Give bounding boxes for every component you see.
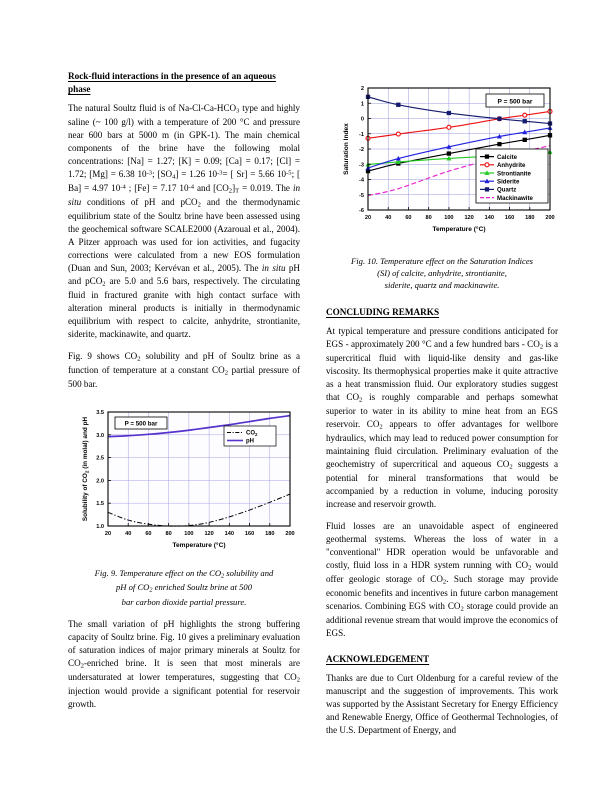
superscript: -3 [217, 169, 223, 177]
data-point-quartz [523, 119, 527, 123]
text-run: appears to offer advantages for wellbore hydraulics, which may lead to reduced power consumption for maintaining fluid circulation. Preliminary evaluation of the geochemistry of supercritical and aqueous CO [326, 418, 558, 469]
subscript: 2 [359, 396, 363, 404]
paragraph-fluid-losses [326, 520, 558, 640]
y-tick-label: 2.5 [96, 455, 104, 462]
figure-9-caption [68, 567, 300, 608]
text-run: and the thermodynamic equilibrium state of the Soultz brine have been assessed using the geochemical software SCALE2000 (Azaroual et al., 2004). A Pitzer approach was used for ion activities, and fugacity corrections were calculated from a new EOS formulation (Duan and Sun, 2003; Kervévan et al., 2005). The [68, 197, 300, 274]
x-tick-label: 120 [204, 531, 214, 538]
data-point-quartz [396, 103, 400, 107]
y-tick-label: 3.5 [96, 410, 104, 417]
text-run: = 0.019. The [239, 183, 293, 194]
text-run: ] = 1.26 10 [175, 169, 218, 180]
x-tick-label: 120 [464, 215, 474, 221]
x-tick-label: 160 [244, 531, 255, 538]
y-tick-label: -6 [359, 208, 364, 214]
text-run: partial pressure of 500 bar. [68, 365, 300, 390]
text-run: suggests a potential for mineral transformations that would be accompanied by a reduction in volume, inducing porosity increase and reservoir growth. [326, 458, 559, 509]
section-heading-rock-fluid: Rock-fluid interactions in the presence of an aqueous phase [68, 71, 276, 95]
text-run: storage could provide an additional revenue stream that would improve the economics of EGS. [326, 600, 558, 638]
y-tick-label: 1.5 [96, 501, 104, 508]
paragraph-acknowledgement: Thanks are due to Curt Oldenburg for a careful review of the manuscript and the suggestion of improvements. This work was supported by the Assistant Secretary for Energy Efficiency and Renewable Energy, Office of Geothermal Technologies, of the U.S. Department of Energy, and [326, 672, 558, 735]
figure-10-caption [326, 255, 558, 292]
legend-label-mackinawite: Mackinawite [497, 194, 533, 202]
y-tick-label: 1 [360, 101, 364, 108]
text-run: Temperature effect on the Saturation Indices [378, 256, 533, 266]
x-tick-label: 100 [184, 531, 194, 538]
x-tick-label: 140 [484, 215, 495, 221]
legend-label-anhydrite: Anhydrite [497, 162, 526, 170]
text-run: The small variation of pH highlights the strong buffering capacity of Soultz brine. Fig. 10 gives a preliminary evaluation of saturation indices of major primary minerals at Soultz for CO [68, 618, 300, 668]
y-tick-label: 3.0 [96, 432, 104, 439]
legend-label-siderite: Siderite [497, 178, 520, 186]
y-axis-label: Saturation Index [343, 123, 350, 175]
text-run: ] [232, 183, 236, 194]
data-point-quartz [447, 111, 451, 115]
caption-label: Fig. 9. [94, 568, 118, 579]
x-tick-label: 140 [224, 531, 235, 538]
text-run: siderite, quartz and mackinawite. [384, 280, 500, 291]
legend-label-subscript: 2 [255, 432, 258, 438]
paragraph-ph-buffering [68, 618, 300, 711]
text-run: pH and pCO [68, 263, 300, 287]
figure-9-plot [68, 400, 300, 560]
annotation-label: P = 500 bar [497, 98, 533, 106]
x-axis-label: Temperature (°C) [432, 226, 486, 233]
text-run: conditions of pH and pCO [81, 197, 198, 208]
paragraph-soultz-fluid [68, 102, 300, 341]
text-run: = [ Sr] = 5.66 10 [222, 169, 287, 180]
text-run: The natural Soultz fluid is of Na-Cl-Ca-HCO [68, 103, 237, 114]
fig9-chart-svg [68, 400, 300, 560]
y-tick-label: -1 [359, 131, 364, 138]
x-tick-label: 200 [285, 531, 295, 538]
x-tick-label: 200 [545, 215, 555, 221]
data-point-anhydrite [396, 132, 400, 136]
text-run: bar carbon dioxide partial pressure. [121, 596, 247, 607]
text-run: would offer geologic storage of CO [326, 559, 558, 584]
y-tick-label: 2.0 [96, 478, 104, 485]
x-axis-label: Temperature (°C) [172, 542, 226, 550]
text-run: Fig. 9 shows CO [68, 351, 138, 362]
subscript: 2 [379, 423, 383, 431]
subscript: 2 [80, 662, 84, 670]
legend-label-co2 [246, 431, 258, 438]
y-axis-label-part: Solubility of CO [82, 473, 89, 522]
subscript: 2 [509, 463, 513, 471]
legend-marker-quartz [485, 188, 489, 192]
subscript: 2 [460, 605, 464, 613]
y-tick-label: 2 [360, 86, 364, 92]
x-tick-label: 180 [525, 215, 535, 221]
y-axis-label-group [82, 417, 90, 522]
x-tick-label: 100 [444, 215, 454, 221]
italic-in-situ: in situ [68, 183, 301, 208]
superscript: -4 [120, 183, 126, 191]
text-run: Fluid losses are an unavoidable aspect of engineered geothermal systems. Whereas the loss of water in a "conventional" HDR operation would be unfavorable and costly, fluid loss in a HDR system running with CO [326, 520, 558, 570]
right-column [326, 70, 558, 737]
paragraph-egs-conditions [326, 325, 558, 511]
y-axis-label-part: (in molal) and pH [82, 416, 89, 471]
superscript: -3 [146, 169, 153, 177]
legend-label-ph: pH [246, 438, 254, 445]
caption-label: Fig. 10. [351, 256, 378, 266]
text-run: are 5.0 and 5.6 bars, respectively. The circulating fluid in fractured granite with high contact surface with alteration mineral products is initially in thermodynamic equilibrium with respect to calcite, anhydrite, strontianite, siderite, mackinawite, and quartz. [68, 276, 300, 340]
annotation-label: P = 500 bar [124, 420, 158, 428]
legend-marker-calcite [485, 155, 489, 159]
legend-label-part: CO [246, 430, 255, 437]
legend-label-quartz: Quartz [497, 186, 517, 194]
legend-label-strontianite: Strontianite [497, 170, 531, 178]
section-heading-concluding-remarks: CONCLUDING REMARKS [326, 306, 440, 317]
y-tick-label: -5 [359, 192, 364, 199]
y-tick-label: 0 [360, 116, 364, 123]
text-run: is roughly comparable and perhaps somewhat superior to water in its ability to mine heat from an EGS reservoir. CO [326, 391, 558, 429]
y-axis-label-subscript: 2 [84, 470, 90, 474]
subscript: 2 [221, 572, 225, 580]
text-run: solubility and [224, 568, 274, 579]
subscript: 2 [137, 355, 141, 363]
text-run: ; [ Ba] = 4.97 10 [68, 169, 300, 194]
text-run: and [CO [194, 183, 229, 194]
data-point-calcite [523, 138, 527, 142]
subscript: 4 [172, 173, 176, 181]
text-run: ; [SO [152, 169, 173, 180]
x-tick-label: 60 [145, 531, 152, 538]
x-tick-label: 20 [104, 531, 112, 538]
text-run: -enriched brine. It is seen that most minerals are undersaturated at lower temperatures, suggesting that CO [68, 657, 300, 682]
x-tick-label: 80 [165, 531, 172, 538]
y-tick-label: 1.0 [96, 524, 104, 531]
subscript: 2 [539, 343, 544, 351]
x-tick-label: 20 [364, 215, 372, 221]
subscript: 2 [442, 578, 447, 586]
subscript: 2 [149, 586, 153, 594]
y-axis-label [82, 417, 90, 522]
text-run: type and highly saline (~ 100 g/l) with a temperature of 200 °C and pressure near 600 bars at 5000 m (in GPK-1). The main chemical components of the brine have the following molal concentrations: [Na] = 1.27; [K] = 0.09; [Ca] = 0.17; [Cl] = 1.72; [Mg] = 6.38 10 [68, 103, 300, 180]
legend-marker-anhydrite [485, 163, 489, 167]
data-point-quartz [498, 117, 502, 121]
figure-10 [326, 70, 558, 292]
paragraph-fig9-intro [68, 350, 300, 391]
figure-10-plot [326, 70, 558, 248]
subscript: 2 [224, 369, 228, 377]
text-run: (SI) of calcite, anhydrite, strontianite, [377, 268, 507, 279]
subscript: 2 [228, 187, 233, 195]
text-run: ; [Fe] = 7.17 10 [125, 183, 189, 194]
text-run: solubility and pH of Soultz brine as a function of temperature at a constant CO [68, 351, 300, 376]
section-heading-acknowledgement: ACKNOWLEDGEMENT [326, 653, 430, 664]
x-tick-label: 40 [125, 531, 132, 538]
left-column [68, 70, 300, 711]
subscript: 3 [236, 107, 240, 115]
x-tick-label: 80 [425, 215, 432, 221]
superscript: -4 [188, 183, 194, 191]
subscript: 2 [197, 201, 201, 209]
text-run: . Such storage may provide economic benefits and incentives in future carbon management scenarios. Combining EGS with CO [326, 573, 558, 611]
italic-in-situ: in situ [261, 263, 286, 274]
data-point-anhydrite [523, 113, 527, 117]
x-tick-label: 160 [504, 215, 515, 221]
data-point-calcite [498, 142, 502, 146]
subscript: T [235, 187, 240, 195]
data-point-anhydrite [447, 125, 451, 129]
subscript: 2 [102, 280, 106, 288]
figure-9 [68, 400, 300, 608]
text-run: injection would provide a significant potential for reservoir growth. [68, 685, 300, 709]
text-run: At typical temperature and pressure conditions anticipated for EGS - approximately 200 °C and a few hundred bars - CO [326, 325, 558, 349]
fig10-chart-svg [326, 70, 558, 248]
subscript: 2 [528, 564, 532, 572]
legend-label-calcite: Calcite [497, 153, 517, 161]
x-tick-label: 180 [265, 531, 275, 538]
subscript: 2 [296, 676, 300, 684]
data-point-calcite [447, 152, 451, 156]
y-tick-label: -4 [359, 177, 364, 184]
y-tick-label: -2 [359, 147, 364, 153]
x-tick-label: 40 [385, 215, 392, 221]
x-tick-label: 60 [405, 215, 412, 221]
text-run: enriched Soultz brine at 500 [152, 582, 253, 593]
superscript: -5 [286, 169, 292, 177]
text-run: Temperature effect on the CO [117, 568, 222, 579]
text-run: pH of CO [115, 582, 150, 593]
y-tick-label: -3 [359, 162, 364, 169]
text-run: is a supercritical fluid with liquid-like density and gas-like viscosity. Its thermophysical properties make it quite attractive as a heat transmission fluid. Our exploratory studies suggest that CO [326, 338, 558, 402]
